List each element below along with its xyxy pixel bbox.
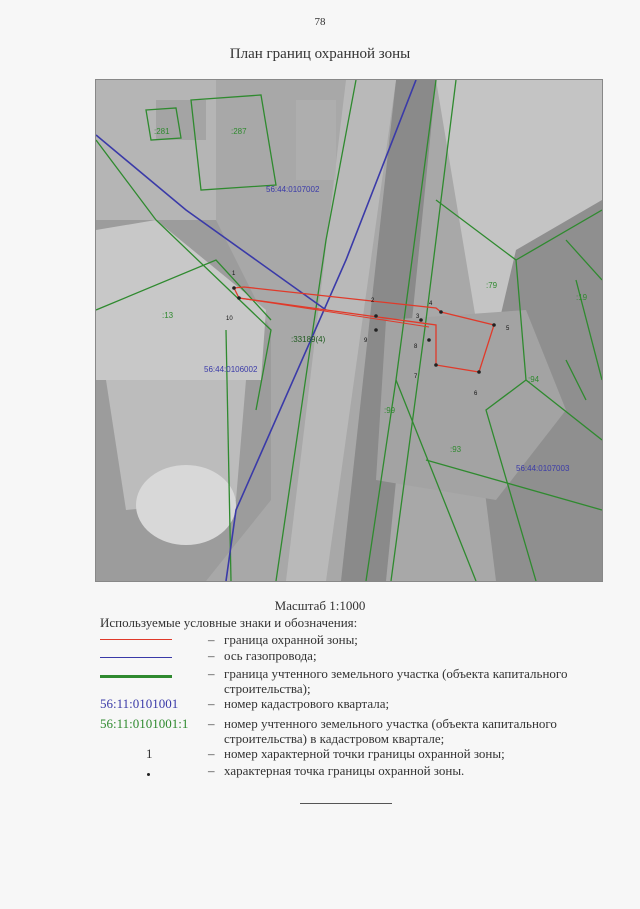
point-symbol — [147, 773, 150, 776]
legend-desc: номер учтенного земельного участка (объекта капитального строительства) в кадастровом квартале; — [224, 716, 557, 746]
quarter-label: 56:44:0106002 — [204, 365, 258, 374]
legend-desc: граница охранной зоны; — [224, 632, 358, 647]
legend-desc: номер кадастрового квартала; — [224, 696, 390, 711]
map-point-label: 7 — [414, 374, 418, 380]
map-point-label: 5 — [506, 326, 510, 332]
parcel-label: :94 — [528, 375, 540, 384]
map-point-label: 1 — [232, 271, 236, 277]
map-point-label: 6 — [474, 391, 478, 397]
legend-desc: граница учтенного земельного участка (объекта капитального строительства); — [224, 666, 568, 696]
parcel-label: :93 — [450, 445, 462, 454]
parcel-label: :13 — [162, 311, 174, 320]
footer-divider — [300, 803, 392, 804]
parcel-label: :99 — [384, 406, 396, 415]
map-point-label: 8 — [414, 344, 418, 350]
zone-map — [95, 79, 603, 582]
legend-heading: Используемые условные знаки и обозначения: — [100, 615, 358, 630]
parcel-border-symbol — [100, 675, 172, 678]
map-point-label: 9 — [364, 338, 368, 344]
parcel-label: :281 — [154, 127, 170, 136]
legend-desc: номер характерной точки границы охранной зоны; — [224, 746, 505, 761]
point-number-symbol: 1 — [146, 746, 153, 761]
map-point-label: 4 — [429, 301, 433, 307]
legend-desc: ось газопровода; — [224, 648, 317, 663]
parcel-label: :79 — [486, 281, 498, 290]
parcel-label: :19 — [576, 293, 588, 302]
map-scale: Масштаб 1:1000 — [274, 598, 366, 613]
quarter-number-symbol: 56:11:0101001 — [100, 696, 179, 711]
page-title: План границ охранной зоны — [229, 46, 411, 62]
map-point-label: 10 — [226, 316, 233, 322]
parcel-number-symbol: 56:11:0101001:1 — [100, 716, 189, 731]
legend-desc: характерная точка границы охранной зоны. — [224, 763, 465, 778]
parcel-label: :287 — [231, 127, 247, 136]
quarter-label: 56:44:0107002 — [266, 185, 320, 194]
map-point-label: 3 — [416, 314, 420, 320]
map-point-label: 2 — [371, 298, 375, 304]
quarter-label: 56:44:0107003 — [516, 464, 570, 473]
zone-border-symbol — [100, 639, 172, 640]
parcel-label: :33189(4) — [291, 335, 326, 344]
page-number: 78 — [314, 16, 326, 28]
pipeline-axis-symbol — [100, 657, 172, 658]
